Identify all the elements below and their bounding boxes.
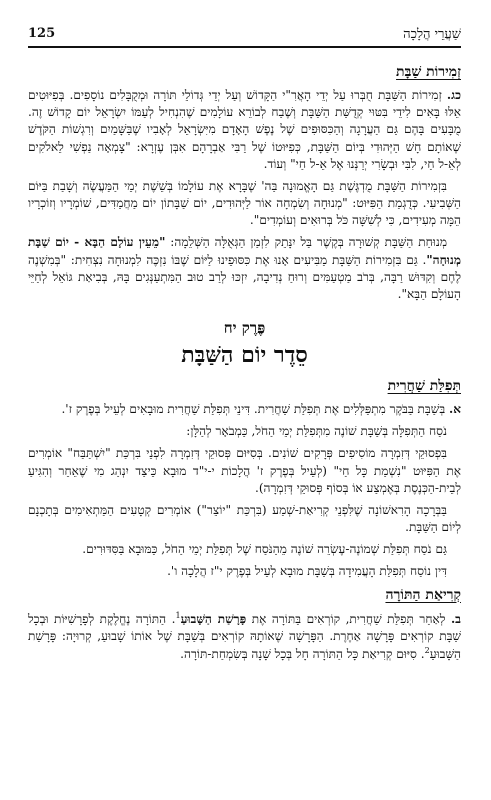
paragraph-text: . סִיּוּם קְרִיאַת כָּל הַתּוֹרָה חָל בְּכָל שָׁנָה בְּשִׂמְחַת-תּוֹרָה.: [180, 647, 425, 662]
chapter-title: סֵדֶר יוֹם הַשַּׁבָּת: [181, 342, 308, 369]
section-number: א.: [449, 402, 461, 417]
paragraph-text: מְנוּחַת הַשַּׁבָּת קְשׁוּרָה בְּקֶשֶׁר בַּל יִנָּתֵק לִזְמַן הַגְּאֻלָּה הַשְּׁלֵמָה:: [165, 235, 447, 250]
running-head: [28, 26, 461, 46]
paragraph-a: [28, 401, 461, 418]
section-number: ב.: [450, 611, 462, 626]
running-head-title: שַׁעֲרֵי הֲלָכָה: [403, 27, 461, 42]
header-rule: [28, 46, 461, 48]
chapter-label: פֶּרֶק יח: [223, 319, 266, 338]
paragraph: נֹסַח הַתְּפִלָּה בְּשַׁבָּת שׁוֹנֶה מִתְּפִלַּת יְמֵי הַחֹל, כַּמְבֹאָר לְהַלָּן:: [186, 424, 447, 439]
paragraph-text: זְמִירוֹת הַשַּׁבָּת חֻבְּרוּ עַל יְדֵי הָאֲרִ"י הַקָּדוֹשׁ וְעַל יְדֵי גְּדוֹלֵי תּוֹרָה וּמְקֻבָּלִים נוֹסָפִים. בְּפִיּוּטִים אֵלּוּ בָּאִים לִידֵי בִּטּוּי קְדֻשַּׁת הַשַּׁבָּת וְשֶׁבַח לְבוֹרֵא עוֹלָמִים שֶׁהִנְחִיל לְעַמּוֹ יִשְׂרָאֵל יוֹם קָדוֹשׁ זֶה. מֻבָּעִים בָּהֶם גַּם הַעֲרָגָה וְהַכִּסּוּפִים שֶׁל נֶפֶשׁ הָאָדָם מִיִּשְׂרָאֵל לְאָבִיו שֶׁבַּשָּׁמַיִם וְרִגְשׁוֹת הַקֹּדֶשׁ שֶׁאוֹתָם חָשׁ הַיְּהוּדִי בְּיוֹם הַשַּׁבָּת, כְּפִיּוּטוֹ שֶׁל רַבִּי אַבְרָהָם אִבְּן עֶזְרָא: "צָמְאָה נַפְשִׁי לֵאלֹקִים לְאֵ-ל חַי, לִבִּי וּבְשָׂרִי יְרַנְּנוּ אֶל אֵ-ל חַי" וְעוֹד.: [28, 88, 461, 171]
footnote-marker[interactable]: 2: [424, 645, 430, 655]
section-number: כג.: [446, 88, 461, 102]
footnote-marker[interactable]: 1: [175, 610, 181, 620]
section-heading-zemirot: זְמִירוֹת שַׁבָּת: [396, 64, 461, 80]
paragraph: בִּזְמִירוֹת הַשַּׁבָּת מֻדְגֶּשֶׁת גַּם הָאֱמוּנָה בַּה' שֶׁבָּרָא אֶת עוֹלָמוֹ בְּשֵׁשֶׁת יְמֵי הַמַּעֲשֶׂה וְשָׁבַת בַּיּוֹם הַשְּׁבִיעִי. כְּדֻגְמַת הַפִּיּוּט: "מְנוּחָה וְשִׂמְחָה אוֹר לַיְּהוּדִים, יוֹם שַׁבָּתוֹן יוֹם מַחֲמַדִּים, שׁוֹמְרָיו וְזוֹכְרָיו הֵמָּה מְעִידִים, כִּי לְשִׁשָּׁה כֹּל בְּרוּאִים וְעוֹמְדִים".: [28, 178, 461, 228]
paragraph-text: לְאַחַר תְּפִלַּת שַׁחֲרִית, קוֹרְאִים בַּתּוֹרָה אֶת: [246, 611, 446, 626]
paragraph-b: [28, 610, 461, 664]
paragraph: בִּפְסוּקֵי דְּזִמְרָה מוֹסִיפִים פְּרָקִים שׁוֹנִים. בְּסִיּוּם פְּסוּקֵי דְּזִמְרָה לִפְנֵי בִּרְכַּת "יִשְׁתַּבַּח" אוֹמְרִים אֶת הַפִּיּוּט "נִשְׁמַת כָּל חַי" (לְעֵיל בְּפֶרֶק ז' הֲלָכוֹת י-י"ד מוּבָא כֵּיצַד יִנְהַג מִי שֶׁאֵחֵר וְהִגִּיעַ לְבֵית-הַכְּנֶסֶת בְּאֶמְצַע אוֹ בְּסוֹף פְּסוּקֵי דְּזִמְרָה).: [28, 446, 461, 495]
page-number: 125: [28, 26, 56, 41]
paragraph-23: [28, 87, 461, 173]
section-heading-torah-reading: קְרִיאַת הַתּוֹרָה: [385, 586, 461, 603]
page-content: [28, 58, 461, 668]
section-heading-shacharit: תְּפִלַּת שַׁחֲרִית: [387, 378, 461, 395]
paragraph-text: . גַּם בִּזְמִירוֹת הַשַּׁבָּת מַבִּיעִים אָנוּ אֶת כִּסּוּפֵינוּ לַיּוֹם שֶׁבּוֹ נִזְכֶּה לִמְנוּחָה נִצְחִית: "בְּמִשְׁנֶה לֶחֶם וְקִדּוּשׁ רַבָּה, בְּרֹב מַטְעַמִּים וְרוּחַ נְדִיבָה, יִזְכּוּ לְרַב טוּב הַמִּתְעַנְּגִים בָּהּ, בְּבִיאַת גּוֹאֵל לְחַיֵּי הָעוֹלָם הַבָּא".: [28, 252, 461, 301]
paragraph: בַּבְּרָכָה הָרִאשׁוֹנָה שֶׁלִּפְנֵי קְרִיאַת-שְׁמַע (בִּרְכַּת "יוֹצֵר") אוֹמְרִים קְטָעִים הַמַּתְאִימִים בְּתָכְנָם לְיוֹם הַשַּׁבָּת.: [28, 502, 461, 535]
bold-quote: "מֵעֵין עוֹלָם הַבָּא - יוֹם שַׁבָּת מְנוּחָה": [28, 235, 461, 267]
paragraph: גַּם נֹסַח תְּפִלַּת שְׁמוֹנֶה-עֶשְׂרֵה שׁוֹנֶה מֵהַנֹּסַח שֶׁל תְּפִלַּת יְמֵי הַחֹל, כַּמּוּבָא בַּסִּדּוּרִים.: [82, 542, 447, 557]
paragraph: [28, 234, 461, 303]
paragraph-text: בְּשַׁבָּת בַּבֹּקֶר מִתְפַּלְּלִים אֶת תְּפִלַּת שַׁחֲרִית. דִּינֵי תְּפִלַּת שַׁחֲרִית מוּבָאִים לְעֵיל בְּפֶרֶק ז'.: [61, 402, 446, 417]
paragraph: דִּין נוֹסַח תְּפִלַּת הָעֲמִידָה בְּשַׁבָּת מוּבָא לְעֵיל בְּפֶרֶק י"ז הֲלָכָה ו'.: [167, 564, 447, 579]
paragraph-text: . הַתּוֹרָה נֶחֱלֶקֶת לְפָרָשִׁיּוֹת וּבְכָל שַׁבָּת קוֹרְאִים פָּרָשָׁה אַחֶרֶת. הַפָּרָשָׁה שֶׁאוֹתָהּ קוֹרְאִים בְּשַׁבָּת שֶׁל אוֹתוֹ שָׁבוּעַ, קְרוּיָה: פָּרָשַׁת הַשָּׁבוּעַ: [28, 611, 461, 662]
bold-term: פָּרָשַׁת הַשָּׁבוּעַ: [180, 611, 247, 626]
